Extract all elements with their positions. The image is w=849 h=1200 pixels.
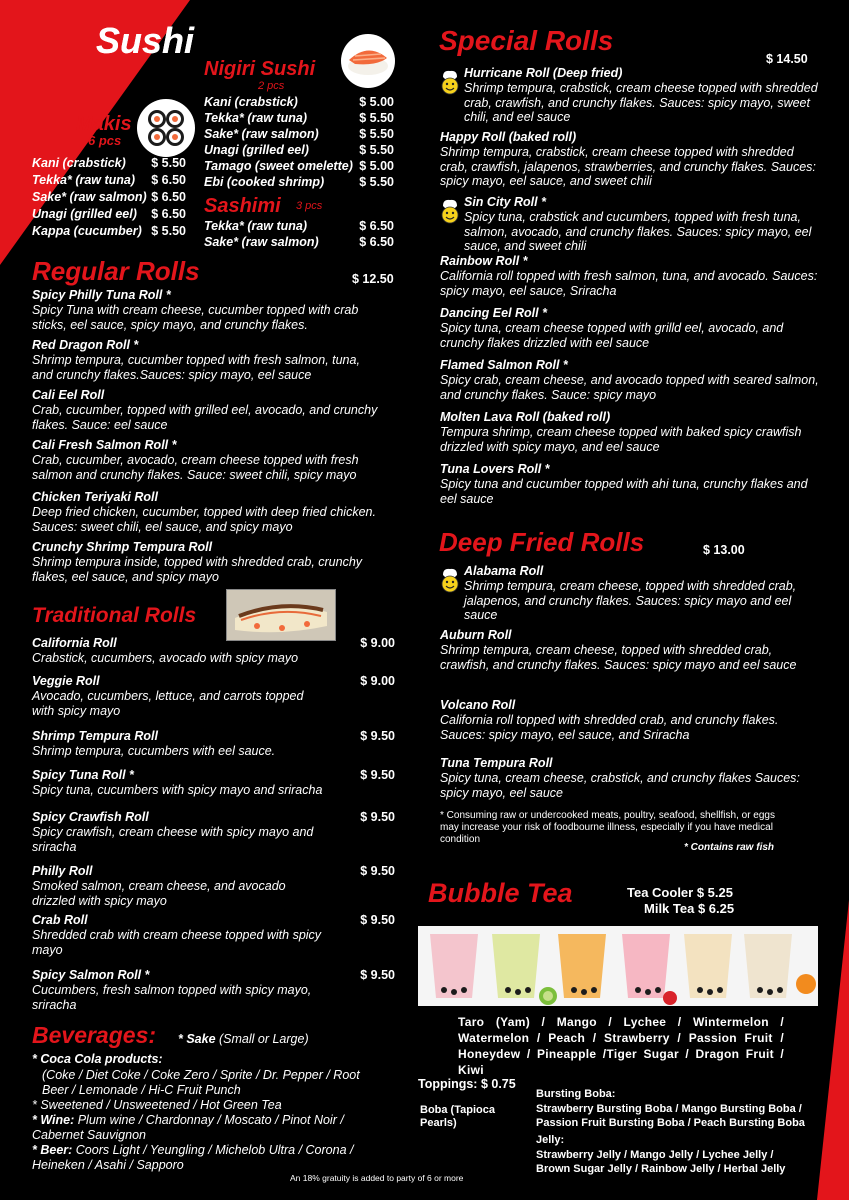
coke-items: (Coke / Diet Coke / Coke Zero / Sprite / Dr. Pepper / Root Beer / Lemonade / Hi-C Fruit Punch [42,1068,360,1097]
item-name: Alabama Roll [464,564,544,578]
sake-note: (Small or Large) [215,1032,309,1046]
wine-label: * Wine: [32,1113,75,1127]
menu-item-header [32,490,382,505]
item-description: Shrimp tempura, cucumber topped with fresh salmon, tuna, and crunchy flakes.Sauces: spicy mayo, eel sauce [32,353,360,382]
sushi-title: Sushi [96,20,195,61]
menu-item-header [32,338,382,353]
item-price: $ 6.50 [359,219,394,233]
item-name: Sake* (raw salmon) [204,235,319,249]
item-name: Chicken Teriyaki Roll [32,490,158,504]
menu-item-header [440,358,820,373]
beer-items: Coors Light / Yeungling / Michelob Ultra / Corona / Heineken / Asahi / Sapporo [32,1143,354,1172]
item-name: Dancing Eel Roll * [440,306,547,320]
price-row [204,174,394,190]
item-price: $ 6.50 [359,235,394,249]
item-description: Shrimp tempura, crabstick, cream cheese topped with shredded crab, crawfish, jalapenos, strawberries, and crunchy flakes. Sauces: spicy mayo, eel sauce, and sweet chili [440,145,816,188]
price-row [32,172,186,188]
wine-line [32,1113,372,1143]
item-name: Rainbow Roll * [440,254,528,268]
item-name: Tekka* (raw tuna) [32,173,136,187]
menu-item-header [32,288,382,303]
menu-item-header [440,254,820,269]
item-price: $ 9.50 [360,913,395,927]
jelly-label: Jelly: [536,1134,565,1146]
menu-item [32,288,382,332]
price-row [204,234,394,250]
item-name: Molten Lava Roll (baked roll) [440,410,611,424]
price-row [32,155,186,171]
tea-line: * Sweetened / Unsweetened / Hot Green Tea [32,1098,282,1112]
beverages-title: Beverages: [32,1022,157,1048]
item-price: $ 5.00 [359,159,394,173]
item-price: $ 5.50 [151,156,186,170]
nigiri-sub: 2 pcs [258,80,285,92]
item-price: $ 5.50 [359,127,394,141]
raw-warning: * Consuming raw or undercooked meats, poultry, seafood, shellfish, or eggs may increase your risk of foodbourne illness, especially if you have medical condition [440,810,775,845]
item-price: $ 5.50 [359,111,394,125]
sashimi-sub: 3 pcs [296,200,323,212]
menu-item-header [32,729,395,744]
item-description: Shrimp tempura, cream cheese, topped with shredded crab, crawfish, and crunchy flakes. Sauces: spicy mayo and eel sauce [440,643,797,672]
regular-rolls-price: $ 12.50 [352,272,394,286]
item-name: Ebi (cooked shrimp) [204,175,325,189]
menu-item [32,490,382,534]
menu-item-header [32,636,395,651]
menu-item-header [440,628,815,643]
menu-item [440,756,815,800]
item-description: Spicy tuna and cucumber topped with ahi tuna, crunchy flakes and eel sauce [440,477,808,506]
traditional-roll-image [226,589,336,641]
menu-item [32,540,382,584]
item-name: Tekka* (raw tuna) [204,219,308,233]
price-row [204,94,394,110]
price-row [32,206,186,222]
item-description: Shrimp tempura, cream cheese, topped with shredded crab, jalapenos, and crunchy flakes. Sauces: spicy mayo and eel sauce [464,579,797,622]
item-name: Tuna Lovers Roll * [440,462,550,476]
bubble-tea-title: Bubble Tea [428,878,573,908]
nigiri-title: Nigiri Sushi [204,58,316,80]
tea-cooler-price: Tea Cooler $ 5.25 [627,885,733,900]
item-name: Kani (crabstick) [204,95,298,109]
item-price: $ 9.00 [360,674,395,688]
price-row [204,218,394,234]
regular-rolls-title: Regular Rolls [32,256,200,286]
item-name: Tekka* (raw tuna) [204,111,308,125]
menu-item [440,358,820,402]
item-description: Crab, cucumber, avocado, cream cheese topped with fresh salmon and crunchy flakes. Sauce: sweet chili, spicy mayo [32,453,359,482]
item-description: Spicy crab, cream cheese, and avocado topped with seared salmon, and crunchy flakes. Sauce: spicy mayo [440,373,819,402]
menu-item [440,628,815,672]
deep-fried-title: Deep Fried Rolls [439,527,645,557]
traditional-rolls-title: Traditional Rolls [32,604,197,627]
price-row [32,189,186,205]
menu-item [464,195,820,254]
chef-special-icon [440,197,460,225]
coke-label: * Coca Cola products: [32,1052,163,1066]
menu-item [32,968,395,1012]
item-name: Cali Fresh Salmon Roll * [32,438,177,452]
menu-item [440,698,815,742]
menu-item-header [440,410,820,425]
item-description: Shredded crab with cream cheese topped with spicy mayo [32,928,322,957]
maki-rolls-image [137,99,195,157]
menu-item-header [32,768,395,783]
boba-label: Boba (Tapioca Pearls) [420,1104,495,1129]
item-name: Red Dragon Roll * [32,338,139,352]
milk-tea-price: Milk Tea $ 6.25 [644,901,735,916]
item-name: Kappa (cucumber) [32,224,142,238]
item-price: $ 6.50 [151,173,186,187]
item-price: $ 9.50 [360,729,395,743]
item-description: Shrimp tempura inside, topped with shredded crab, crunchy flakes, eel sauce, and spicy mayo [32,555,363,584]
menu-item-header [32,674,395,689]
wine-items: Plum wine / Chardonnay / Moscato / Pinot Noir / Cabernet Sauvignon [32,1113,344,1142]
menu-item [32,636,395,666]
item-name: Crunchy Shrimp Tempura Roll [32,540,213,554]
item-name: Veggie Roll [32,674,100,688]
menu-item-header [440,698,815,713]
item-description: Spicy Tuna with cream cheese, cucumber topped with crab sticks, eel sauce, spicy mayo, and crunchy flakes. [32,303,359,332]
item-description: California roll topped with fresh salmon, tuna, and avocado. Sauces: spicy mayo, eel sauce, Sriracha [440,269,818,298]
item-price: $ 6.50 [151,207,186,221]
menu-item [440,254,820,298]
item-price: $ 6.50 [151,190,186,204]
item-name: Hurricane Roll (Deep fried) [464,66,623,80]
special-rolls-title: Special Rolls [439,25,614,56]
item-name: California Roll [32,636,117,650]
menu-item-header [32,968,395,983]
red-corner-decoration-bottom [817,900,849,1200]
jelly-items: Strawberry Jelly / Mango Jelly / Lychee Jelly / Brown Sugar Jelly / Rainbow Jelly / Herbal Jelly [536,1149,786,1175]
item-name: Tuna Tempura Roll [440,756,553,770]
item-description: Spicy crawfish, cream cheese with spicy mayo and sriracha [32,825,314,854]
item-description: Spicy tuna, cream cheese, crabstick, and crunchy flakes Sauces: spicy mayo, eel sauce [440,771,800,800]
item-name: Shrimp Tempura Roll [32,729,158,743]
menu-item-header [464,564,820,579]
price-row [204,126,394,142]
menu-item [32,864,395,908]
item-name: Sake* (raw salmon) [32,190,147,204]
item-description: Shrimp tempura, cucumbers with eel sauce. [32,744,276,758]
item-price: $ 9.50 [360,968,395,982]
menu-item [32,810,395,854]
item-name: Spicy Philly Tuna Roll * [32,288,171,302]
bubble-tea-flavors: Taro (Yam) / Mango / Lychee / Wintermelon / Watermelon / Peach / Strawberry / Passion Fruit / Honeydew / Pineapple /Tiger Sugar / Dragon Fruit / Kiwi [458,1015,784,1077]
beer-label: * Beer: [32,1143,73,1157]
item-name: Happy Roll (baked roll) [440,130,577,144]
menu-item-header [440,462,820,477]
item-price: $ 9.50 [360,810,395,824]
menu-item-header [464,66,820,81]
item-name: Unagi (grilled eel) [32,207,137,221]
item-description: Spicy tuna, crabstick and cucumbers, topped with fresh tuna, salmon, avocado, and crunchy flakes. Sauces: spicy mayo, eel sauce, and sweet chili [464,210,812,253]
menu-item [440,130,820,189]
item-name: Spicy Crawfish Roll [32,810,149,824]
menu-item [32,768,395,798]
menu-item [32,729,395,759]
item-name: Flamed Salmon Roll * [440,358,568,372]
menu-item-header [32,810,395,825]
item-description: Spicy tuna, cucumbers with spicy mayo and sriracha [32,783,323,797]
item-description: Smoked salmon, cream cheese, and avocado drizzled with spicy mayo [32,879,286,908]
salmon-nigiri-image [341,34,395,88]
menu-item-header [32,438,382,453]
item-name: Kani (crabstick) [32,156,126,170]
menu-item [440,410,820,454]
item-price: $ 9.50 [360,768,395,782]
item-price: $ 5.50 [151,224,186,238]
menu-item [32,674,395,718]
beer-line [32,1143,372,1173]
item-description: Spicy tuna, cream cheese topped with grilld eel, avocado, and crunchy flakes drizzled with eel sauce [440,321,784,350]
item-description: California roll topped with shredded crab, and crunchy flakes. Sauces: spicy mayo, eel sauce, and Sriracha [440,713,779,742]
item-name: Tamago (sweet omelette) [204,159,353,173]
item-price: $ 5.00 [359,95,394,109]
menu-item-header [440,756,815,771]
menu-item-header [32,540,382,555]
menu-item [464,66,820,125]
item-price: $ 5.50 [359,143,394,157]
menu-item-header [32,913,395,928]
price-row [204,142,394,158]
item-name: Unagi (grilled eel) [204,143,309,157]
menu-item [32,388,382,432]
price-row [204,110,394,126]
item-description: Crabstick, cucumbers, avocado with spicy mayo [32,651,299,665]
menu-item-header [32,388,382,403]
bubble-tea-image [418,926,818,1006]
menu-item [440,462,820,506]
menu-item-header [464,195,820,210]
item-price: $ 9.50 [360,864,395,878]
menu-item [32,913,395,957]
menu-item [464,564,820,623]
menu-item-header [440,130,820,145]
item-name: Spicy Salmon Roll * [32,968,150,982]
item-name: Auburn Roll [440,628,512,642]
bursting-items: Strawberry Bursting Boba / Mango Bursting Boba / Passion Fruit Bursting Boba / Peach Bursting Boba [536,1103,805,1129]
makis-sub: 6 pcs [88,133,122,148]
item-name: Volcano Roll [440,698,516,712]
bursting-label: Bursting Boba: [536,1088,616,1100]
item-name: Spicy Tuna Roll * [32,768,134,782]
makis-title: Makis [76,113,132,135]
item-price: $ 5.50 [359,175,394,189]
sake-label: * Sake [178,1032,216,1046]
item-description: Cucumbers, fresh salmon topped with spicy mayo, sriracha [32,983,312,1012]
item-name: Sake* (raw salmon) [204,127,319,141]
item-name: Philly Roll [32,864,93,878]
item-price: $ 9.00 [360,636,395,650]
menu-item-header [440,306,820,321]
item-description: Crab, cucumber, topped with grilled eel, avocado, and crunchy flakes. Sauce: eel sauce [32,403,378,432]
toppings-price: Toppings: $ 0.75 [418,1077,516,1091]
raw-fish-note: * Contains raw fish [684,842,775,853]
price-row [32,223,186,239]
item-name: Sin City Roll * [464,195,546,209]
item-name: Cali Eel Roll [32,388,105,402]
price-row [204,158,394,174]
item-description: Deep fried chicken, cucumber, topped with deep fried chicken. Sauces: sweet chili, eel sauce, and spicy mayo [32,505,376,534]
gratuity-note: An 18% gratuity is added to party of 6 or more [290,1173,464,1183]
special-rolls-price: $ 14.50 [766,52,808,66]
menu-item [440,306,820,350]
item-description: Avocado, cucumbers, lettuce, and carrots topped with spicy mayo [32,689,304,718]
sake-line [178,1032,309,1046]
chef-special-icon [440,68,460,96]
item-name: Crab Roll [32,913,88,927]
menu-item-header [32,864,395,879]
deep-fried-price: $ 13.00 [703,543,745,557]
chef-special-icon [440,566,460,594]
item-description: Shrimp tempura, crabstick, cream cheese topped with shredded crab, crawfish, and crunchy flakes. Sauces: spicy mayo, sweet chili, and eel sauce [464,81,818,124]
menu-item [32,338,382,382]
item-description: Tempura shrimp, cream cheese topped with baked spicy crawfish drizzled with spicy mayo, and eel sauce [440,425,802,454]
sashimi-title: Sashimi [204,195,281,217]
menu-item [32,438,382,482]
